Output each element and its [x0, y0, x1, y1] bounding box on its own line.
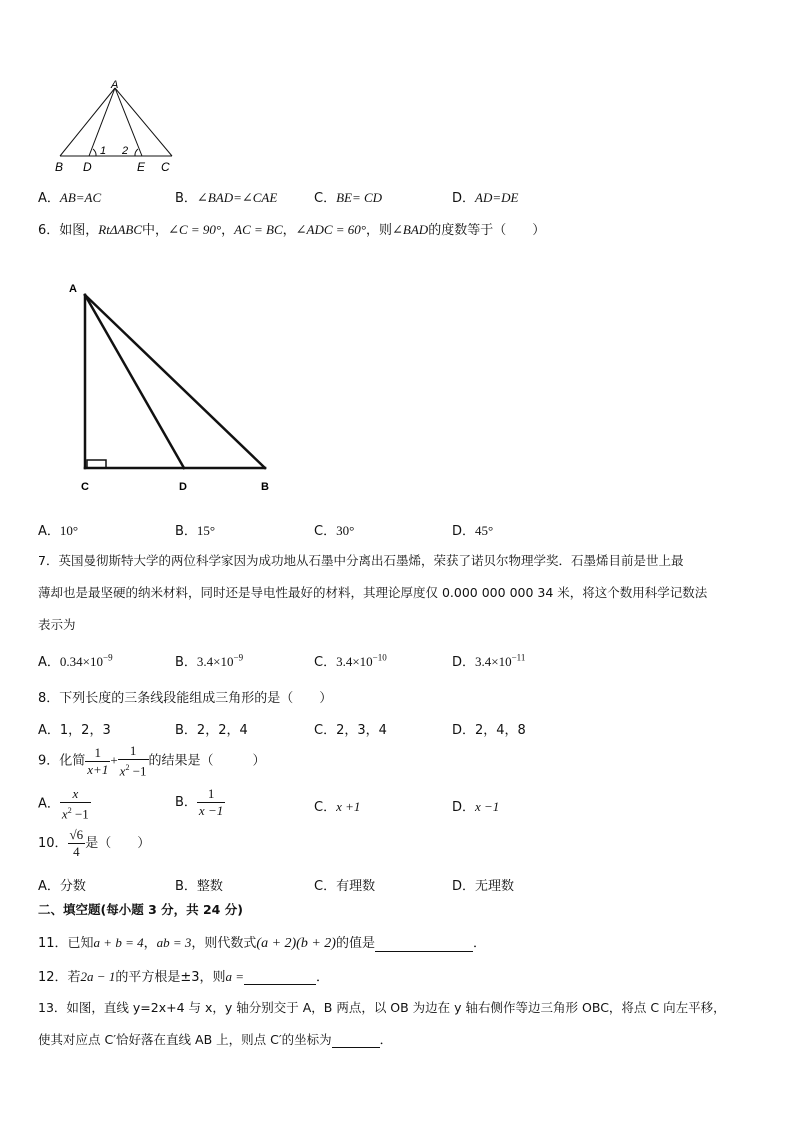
q9-fraction-1	[85, 745, 110, 778]
option-letter: D．	[452, 723, 476, 738]
option-text: AB=AC	[59, 190, 102, 205]
option-text: 2，4，8	[475, 723, 526, 738]
fraction-numerator: x	[60, 786, 91, 803]
fig6-side-ab	[85, 295, 265, 468]
q13-answer-blank[interactable]	[332, 1034, 380, 1048]
fraction-numerator: 1	[118, 743, 149, 760]
option-letter: C．	[314, 879, 337, 894]
denominator-exponent: 2	[67, 806, 72, 815]
option-exponent: −9	[233, 652, 244, 663]
q10-option-b	[175, 875, 223, 894]
question-number: 6．	[38, 223, 60, 238]
q9-option-c	[314, 796, 360, 815]
fraction-numerator: 1	[197, 786, 225, 803]
option-letter: D．	[452, 191, 476, 206]
option-letter: C．	[314, 800, 337, 815]
q6-option-c	[314, 520, 354, 539]
option-text: x −1	[475, 799, 500, 814]
q6-option-a	[38, 520, 78, 539]
q8-option-c	[314, 719, 387, 738]
q8-option-a	[38, 719, 111, 738]
q10-fraction	[68, 827, 86, 860]
stem-text: 中，	[142, 223, 169, 238]
option-text: 10°	[59, 523, 79, 538]
option-letter: B．	[175, 795, 197, 810]
q7-option-a	[38, 651, 113, 670]
fraction-denominator	[60, 803, 91, 822]
fig5-label-b: B	[55, 160, 64, 174]
option-text: 整数	[196, 879, 223, 894]
option-letter: A．	[38, 524, 60, 539]
stem-text: 12．若	[38, 970, 81, 985]
q7-stem-line1: 7．英国曼彻斯特大学的两位科学家因为成功地从石墨中分离出石墨烯，荣获了诺贝尔物理学奖．石墨烯目前是世上最	[38, 553, 684, 568]
option-text: ∠BAD=∠CAE	[196, 190, 278, 205]
option-letter: B．	[175, 524, 197, 539]
q10-stem	[38, 827, 150, 860]
option-text: AD=DE	[475, 190, 519, 205]
denominator-rest: −1	[71, 806, 89, 822]
q5-option-b	[175, 187, 277, 206]
option-letter: D．	[452, 655, 476, 670]
option-text: 2，2，4	[196, 723, 248, 738]
q10-option-d	[452, 875, 514, 894]
fig5-label-1: 1	[100, 145, 107, 157]
q10-option-a	[38, 875, 86, 894]
q12-answer-blank[interactable]	[244, 970, 316, 985]
stem-text: 的平方根是±3，则	[115, 970, 226, 985]
option-text: 30°	[336, 523, 355, 538]
fraction-denominator: 4	[73, 844, 80, 859]
denominator-rest: −1	[129, 763, 147, 779]
option-text: 无理数	[475, 879, 515, 894]
option-letter: C．	[314, 524, 337, 539]
option-exponent: −11	[511, 652, 526, 663]
section-2-title: 二、填空题(每小题 3 分，共 24 分)	[38, 902, 243, 917]
stem-text: ，则	[366, 223, 393, 238]
stem-math: ∠C = 90°	[168, 222, 222, 237]
stem-math: RtΔABC	[98, 222, 143, 237]
fraction-numerator: √6	[69, 827, 84, 842]
fraction-denominator	[118, 760, 149, 779]
q11-answer-blank[interactable]	[375, 937, 473, 952]
stem-text: ．	[472, 936, 486, 951]
q9-fraction-2	[118, 743, 149, 779]
stem-math: a + b = 4	[93, 935, 144, 950]
stem-text: ，	[282, 223, 296, 238]
fig6-label-b: B	[261, 481, 269, 493]
fig5-label-2: 2	[122, 145, 129, 157]
q9-option-b	[175, 786, 225, 819]
q9-option-b-fraction	[197, 786, 225, 819]
q7-stem-line3: 表示为	[38, 617, 76, 632]
fig5-label-a: A	[111, 79, 119, 91]
option-text: 1，2，3	[59, 723, 111, 738]
fig5-angle-2-arc	[135, 149, 138, 156]
fig6-label-a: A	[69, 283, 77, 295]
option-letter: A．	[38, 796, 60, 812]
q9-option-a	[38, 786, 91, 822]
stem-text: 9．化简	[38, 753, 86, 769]
stem-text: 如图，	[59, 223, 99, 238]
q5-option-c	[314, 187, 382, 206]
option-letter: C．	[314, 723, 337, 738]
fig6-segment-ad	[85, 295, 184, 468]
q8-stem: 8．下列长度的三条线段能组成三角形的是（ ）	[38, 691, 333, 706]
q8-option-d	[452, 719, 526, 738]
fig6-label-c: C	[81, 481, 89, 493]
fraction-denominator: x −1	[198, 803, 224, 818]
option-text: x +1	[336, 799, 361, 814]
fig5-angle-1-arc	[93, 149, 96, 156]
fig5-side-ab	[60, 88, 115, 156]
q6-option-b	[175, 520, 215, 539]
option-letter: A．	[38, 879, 60, 894]
option-letter: B．	[175, 191, 197, 206]
q13-stem-line2	[38, 1030, 392, 1048]
plus-sign: +	[110, 752, 118, 768]
fig5-segment-ae	[115, 88, 142, 156]
option-text: 分数	[59, 879, 86, 894]
stem-text: 使其对应点 C′恰好落在直线 AB 上，则点 C′的坐标为	[38, 1032, 332, 1047]
option-text: 45°	[475, 523, 494, 538]
stem-text: ，	[221, 223, 235, 238]
q6-stem	[38, 219, 545, 238]
option-text: 15°	[196, 523, 216, 538]
q9-option-d	[452, 796, 499, 815]
option-letter: D．	[452, 800, 476, 815]
q8-option-b	[175, 719, 248, 738]
q13-stem-line1: 13．如图，直线 y=2x+4 与 x，y 轴分别交于 A，B 两点，以 OB 为边在 y 轴右侧作等边三角形 OBC，将点 C 向左平移，	[38, 1000, 726, 1015]
q7-stem-line2: 薄却也是最坚硬的纳米材料，同时还是导电性最好的材料，其理论厚度仅 0.000 000 000 34 米，将这个数用科学记数法	[38, 585, 708, 600]
q9-option-a-fraction	[60, 786, 91, 822]
stem-text: 的度数等于（ ）	[428, 223, 546, 238]
q12-stem	[38, 966, 329, 985]
stem-math: ab = 3	[156, 935, 192, 950]
q10-option-c	[314, 875, 375, 894]
option-letter: A．	[38, 723, 60, 738]
denominator-exponent: 2	[125, 763, 130, 772]
fig5-label-c: C	[161, 160, 170, 174]
option-letter: B．	[175, 879, 197, 894]
option-text: BE= CD	[336, 190, 383, 205]
q5-figure	[50, 78, 185, 178]
q11-stem	[38, 932, 486, 952]
option-base: 3.4×10	[475, 654, 512, 669]
option-text: 有理数	[336, 879, 376, 894]
q5-option-d	[452, 187, 518, 206]
option-base: 3.4×10	[196, 654, 234, 669]
q6-option-d	[452, 520, 493, 539]
stem-math: AC = BC	[234, 222, 283, 237]
q7-option-d	[452, 651, 525, 670]
option-letter: D．	[452, 524, 476, 539]
stem-text: ，	[143, 936, 157, 951]
question-number: 10．	[38, 836, 68, 851]
q9-stem	[38, 743, 266, 779]
option-letter: C．	[314, 655, 337, 670]
denominator-base: x	[61, 806, 68, 822]
stem-text: 是（ ）	[85, 836, 151, 851]
q6-figure	[62, 278, 282, 496]
stem-text: ．	[316, 970, 330, 985]
option-exponent: −10	[372, 652, 387, 663]
fig6-label-d: D	[179, 481, 187, 493]
stem-math: (a + 2)(b + 2)	[256, 936, 336, 951]
stem-text: ．	[379, 1032, 393, 1047]
stem-text: 的结果是（ ）	[148, 753, 266, 769]
option-base: 3.4×10	[336, 654, 373, 669]
option-base: 0.34×10	[59, 654, 103, 669]
fraction-numerator: 1	[85, 745, 110, 762]
q5-option-a	[38, 187, 101, 206]
denominator-base: x	[119, 763, 126, 779]
stem-math: ∠BAD	[392, 222, 429, 237]
option-letter: B．	[175, 655, 197, 670]
option-letter: D．	[452, 879, 476, 894]
stem-text: 11．已知	[38, 936, 94, 951]
fig5-label-d: D	[83, 160, 92, 174]
fig5-label-e: E	[137, 160, 146, 174]
fraction-denominator: x+1	[87, 761, 109, 777]
stem-math: ∠ADC = 60°	[295, 222, 367, 237]
option-text: 2，3，4	[336, 723, 387, 738]
q7-option-b	[175, 651, 243, 670]
stem-text: 的值是	[335, 936, 375, 951]
stem-text: ，则代数式	[191, 936, 257, 951]
option-exponent: −9	[103, 652, 113, 663]
option-letter: A．	[38, 191, 60, 206]
q7-option-c	[314, 651, 387, 670]
stem-math: a =	[225, 969, 245, 984]
option-letter: B．	[175, 723, 197, 738]
option-letter: C．	[314, 191, 337, 206]
option-letter: A．	[38, 655, 60, 670]
stem-math: 2a − 1	[80, 969, 116, 984]
